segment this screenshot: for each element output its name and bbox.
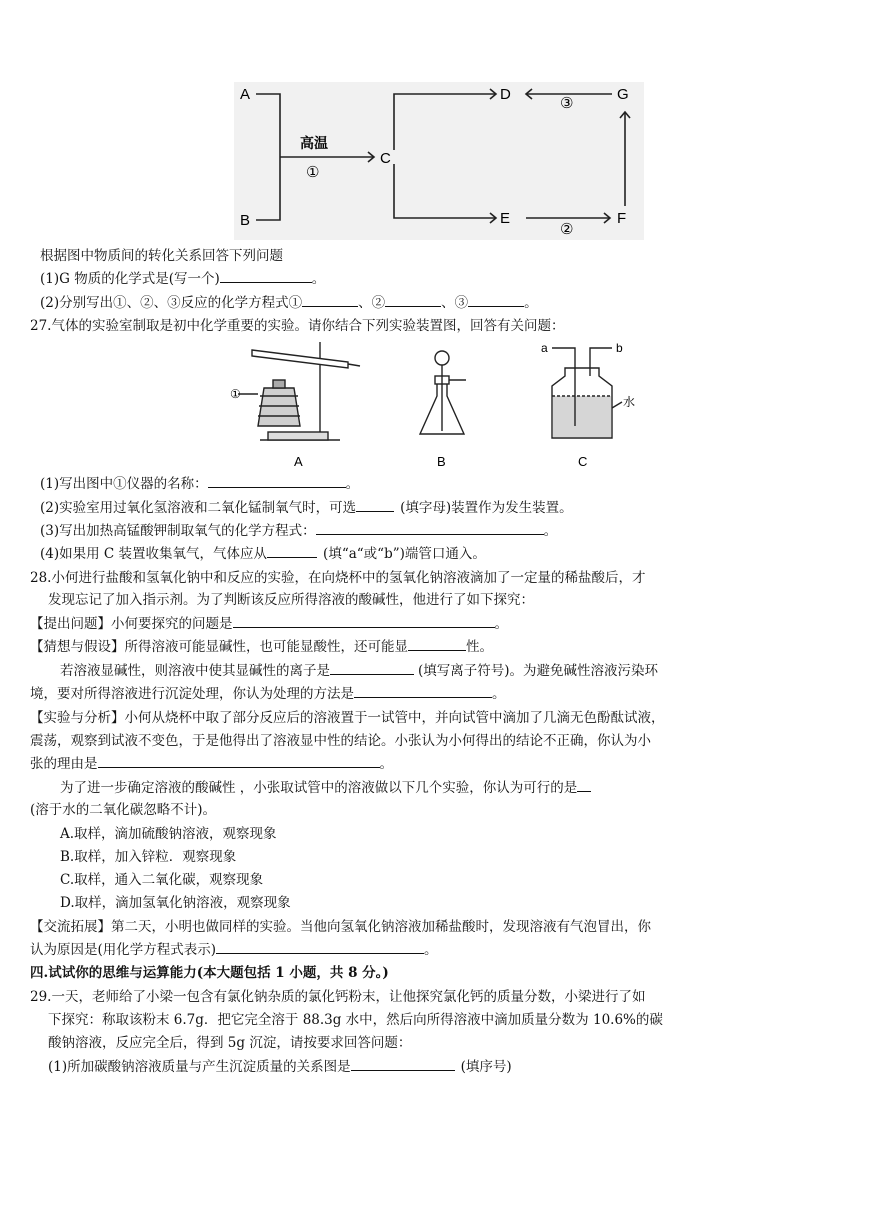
label-apparatus-a: A — [294, 454, 303, 468]
q27-part3-blank[interactable] — [316, 520, 544, 535]
q28-option-d: D.取样，滴加氢氧化钠溶液，观察现象 — [60, 895, 291, 911]
q28-ask-end: 。 — [494, 616, 508, 632]
q28-equation-blank[interactable] — [216, 939, 424, 954]
q26-blank-2[interactable] — [385, 292, 441, 307]
q28-exp2: 震荡，观察到试液不变色，于是他得出了溶液显中性的结论。小张认为小何得出的结论不正确，你认为小 — [30, 733, 651, 749]
q28-more1-text: 为了进一步确定溶液的酸碱性 ，小张取试管中的溶液做以下几个实验，你认为可行的是 — [60, 780, 578, 796]
water-label: 水 — [623, 395, 636, 409]
q28-ask — [30, 612, 508, 632]
q29-line2: 下探究：称取该粉末 6.7g．把它完全溶于 88.3g 水中，然后向所得溶液中滴加质量分数为 10.6%的碳 — [48, 1012, 663, 1028]
q26-intro: 根据图中物质间的转化关系回答下列问题 — [40, 248, 283, 264]
marker-1: ① — [230, 387, 241, 401]
section-4-heading: 四.试试你的思维与运算能力(本大题包括 1 小题，共 8 分。) — [30, 965, 389, 981]
q26-part2-text: (2)分别写出①、②、③反应的化学方程式① — [40, 295, 303, 311]
node-a: A — [240, 86, 251, 103]
q28-guess2 — [60, 659, 658, 679]
q28-guess-text: 【猜想与假设】所得溶液可能显碱性，也可能显酸性，还可能显 — [30, 639, 408, 655]
q27-part4-blank[interactable] — [267, 543, 317, 558]
q26-sep2: 、③ — [441, 295, 469, 311]
q28-ext1: 【交流拓展】第二天，小明也做同样的实验。当他向氢氧化钠溶液加稀盐酸时，发现溶液有气泡冒出，你 — [30, 919, 651, 935]
q27-part1 — [40, 472, 359, 492]
label-apparatus-c: C — [578, 454, 588, 468]
node-f: F — [617, 210, 627, 227]
q28-guess2-rest: (填写离子符号)。为避免碱性溶液污染环 — [418, 663, 659, 679]
q27-part2-text: (2)实验室用过氧化氢溶液和二氧化锰制氧气时，可选 — [40, 500, 357, 516]
q29-line3: 酸钠溶液，反应完全后，得到 5g 沉淀，请按要求回答问题： — [48, 1035, 412, 1051]
q28-guess3 — [30, 682, 506, 702]
q28-line1: 28.小何进行盐酸和氢氧化钠中和反应的实验，在向烧杯中的氢氧化钠溶液滴加了一定量的稀盐酸后，才 — [30, 570, 646, 586]
apparatus-figure — [230, 336, 640, 468]
q28-ext2-text: 认为原因是(用化学方程式表示) — [30, 942, 217, 958]
condition-label: 高温 — [300, 136, 328, 152]
q26-part1 — [40, 267, 325, 287]
q27-part2-end: (填字母)装置作为发生装置。 — [400, 500, 573, 516]
q27-part1-end: 。 — [345, 476, 360, 492]
q28-ask-blank[interactable] — [233, 613, 495, 628]
q29-line1: 29.一天，老师给了小梁一包含有氯化钠杂质的氯化钙粉末，让他探究氯化钙的质量分数，小梁进行了如 — [30, 989, 646, 1005]
q28-guess-end: 性。 — [466, 639, 493, 655]
q28-ext2-end: 。 — [424, 942, 438, 958]
q26-blank-1[interactable] — [302, 292, 358, 307]
q27-part3 — [40, 519, 557, 539]
q26-blank-3[interactable] — [468, 292, 524, 307]
q27-part3-text: (3)写出加热高锰酸钾制取氧气的化学方程式： — [40, 523, 316, 539]
q28-more1 — [60, 776, 591, 796]
q28-ext2 — [30, 938, 438, 958]
q27-part4 — [40, 542, 486, 562]
q26-part1-text: (1)G 物质的化学式是(写一个) — [40, 271, 220, 287]
q26-sep1: 、② — [358, 295, 386, 311]
q26-part2 — [40, 291, 538, 311]
conversion-flow-diagram — [234, 82, 644, 240]
q28-exp3-end: 。 — [379, 756, 393, 772]
q29-part1-end: (填序号) — [460, 1059, 512, 1075]
q26-part2-end: 。 — [524, 295, 538, 311]
q28-guess-blank[interactable] — [408, 636, 466, 651]
q28-option-a: A.取样，滴加硫酸钠溶液，观察现象 — [60, 826, 277, 842]
q28-exp3 — [30, 752, 393, 772]
q28-reason-blank[interactable] — [98, 753, 380, 768]
q28-guess — [30, 635, 493, 655]
q27-part1-text: (1)写出图中①仪器的名称： — [40, 476, 208, 492]
q26-part1-end: 。 — [311, 271, 326, 287]
step-2-label: ② — [560, 220, 574, 238]
q29-part1 — [48, 1055, 512, 1075]
node-d: D — [500, 86, 511, 103]
node-c: C — [380, 150, 391, 167]
node-b: B — [240, 212, 251, 229]
q27-part1-blank[interactable] — [208, 473, 346, 488]
q27-part4-text: (4)如果用 C 装置收集氧气，气体应从 — [40, 546, 268, 562]
q28-exp3-text: 张的理由是 — [30, 756, 98, 772]
node-g: G — [617, 86, 629, 103]
q28-guess2-text: 若溶液显碱性，则溶液中使其显碱性的离子是 — [60, 663, 330, 679]
q27-part2-blank[interactable] — [356, 497, 394, 512]
q29-part1-blank[interactable] — [351, 1056, 455, 1071]
port-a: a — [541, 341, 548, 355]
q29-part1-text: (1)所加碳酸钠溶液质量与产生沉淀质量的关系图是 — [48, 1059, 351, 1075]
q27-stem: 27.气体的实验室制取是初中化学重要的实验。请你结合下列实验装置图，回答有关问题： — [30, 318, 565, 334]
q28-option-c: C.取样，通入二氧化碳，观察现象 — [60, 872, 264, 888]
q28-choice-blank[interactable] — [577, 777, 591, 792]
q28-line2: 发现忘记了加入指示剂。为了判断该反应所得溶液的酸碱性，他进行了如下探究： — [48, 592, 534, 608]
step-3-label: ③ — [560, 94, 574, 112]
q28-guess3-text: 境，要对所得溶液进行沉淀处理，你认为处理的方法是 — [30, 686, 354, 702]
q28-option-b: B.取样，加入锌粒．观察现象 — [60, 849, 237, 865]
step-1-label: ① — [306, 163, 320, 181]
q28-more2: (溶于水的二氧化碳忽略不计)。 — [30, 802, 217, 818]
q27-part2 — [40, 496, 573, 516]
label-apparatus-b: B — [437, 454, 446, 468]
q26-part1-blank[interactable] — [220, 268, 312, 283]
q28-method-blank[interactable] — [354, 683, 492, 698]
q28-guess3-end: 。 — [492, 686, 506, 702]
q27-part3-end: 。 — [543, 523, 558, 539]
q28-exp1: 【实验与分析】小何从烧杯中取了部分反应后的溶液置于一试管中，并向试管中滴加了几滴无色酚酞试液， — [30, 710, 665, 726]
node-e: E — [500, 210, 511, 227]
port-b: b — [616, 341, 623, 355]
q28-ion-blank[interactable] — [330, 660, 414, 675]
q27-part4-end: (填“a“或“b”)端管口通入。 — [323, 546, 486, 562]
q28-ask-text: 【提出问题】小何要探究的问题是 — [30, 616, 233, 632]
